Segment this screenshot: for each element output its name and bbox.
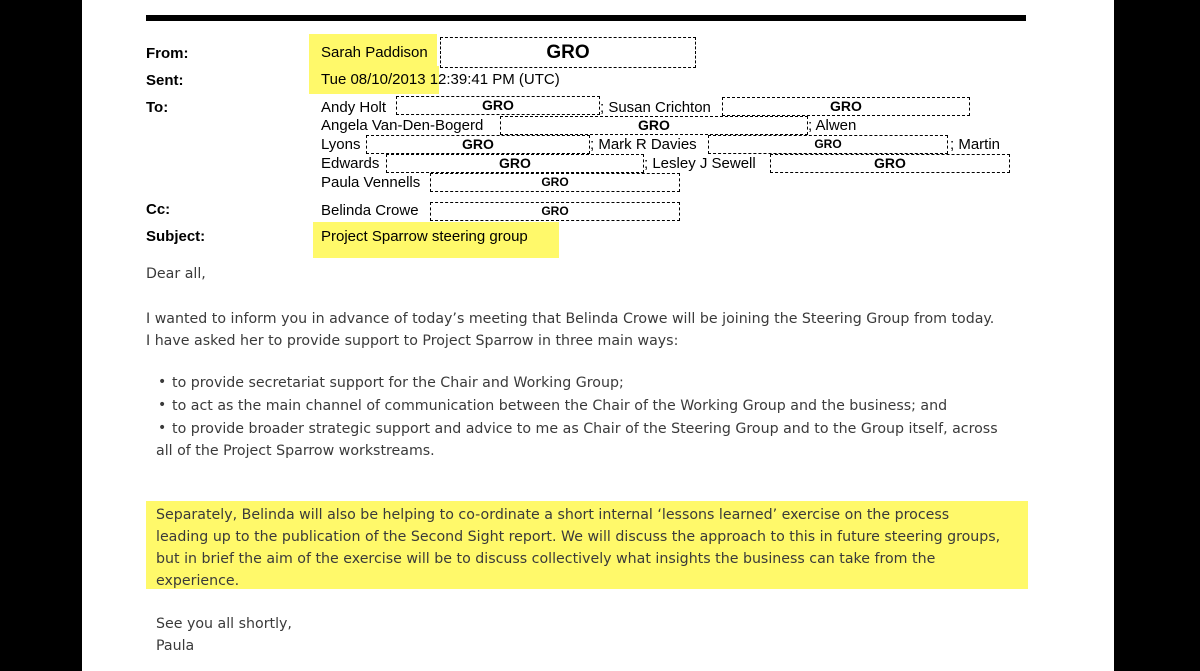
bullet-item-continued: all of the Project Sparrow workstreams. bbox=[156, 443, 435, 459]
to-recipient: ; Mark R Davies bbox=[590, 136, 697, 153]
closing-line: See you all shortly, bbox=[156, 616, 292, 632]
to-recipient: Lyons bbox=[321, 136, 361, 153]
highlighted-line: experience. bbox=[156, 573, 240, 589]
subject-value: Project Sparrow steering group bbox=[321, 228, 528, 245]
bullet-marker: • bbox=[158, 420, 167, 436]
highlighted-line: but in brief the aim of the exercise will be to discuss collectively what insights the business can take from the bbox=[156, 551, 936, 567]
redaction-box: GRO bbox=[708, 135, 948, 154]
to-recipient: ; Susan Crichton bbox=[600, 99, 711, 116]
highlighted-line: Separately, Belinda will also be helping to co-ordinate a short internal ‘lessons learned’ exercise on the process bbox=[156, 507, 950, 523]
to-recipient: Andy Holt bbox=[321, 99, 387, 116]
highlighted-line: leading up to the publication of the Second Sight report. We will discuss the approach to this in future steering groups, bbox=[156, 529, 1001, 545]
redaction-box: GRO bbox=[500, 116, 808, 135]
to-recipient: ; Lesley J Sewell bbox=[644, 155, 756, 172]
signature: Paula bbox=[156, 638, 195, 654]
subject-label: Subject: bbox=[146, 228, 206, 245]
to-recipient: ; Martin bbox=[950, 136, 1001, 153]
to-recipient: Edwards bbox=[321, 155, 380, 172]
greeting: Dear all, bbox=[146, 266, 206, 282]
to-label: To: bbox=[146, 99, 169, 116]
redaction-box: GRO bbox=[440, 37, 696, 68]
redaction-box: GRO bbox=[366, 135, 590, 154]
bullet-marker: • bbox=[158, 374, 167, 390]
cc-value: Belinda Crowe bbox=[321, 202, 419, 219]
intro-line: I wanted to inform you in advance of today’s meeting that Belinda Crowe will be joining the Steering Group from today. bbox=[146, 311, 995, 327]
to-recipient: Angela Van-Den-Bogerd bbox=[321, 117, 484, 134]
sent-value: Tue 08/10/2013 12:39:41 PM (UTC) bbox=[321, 71, 560, 88]
redaction-box: GRO bbox=[770, 154, 1010, 173]
from-name: Sarah Paddison bbox=[321, 44, 428, 61]
redaction-box: GRO bbox=[430, 173, 680, 192]
bullet-item: to act as the main channel of communication between the Chair of the Working Group and the business; and bbox=[172, 398, 948, 414]
bullet-marker: • bbox=[158, 397, 167, 413]
from-label: From: bbox=[146, 45, 189, 62]
redaction-box: GRO bbox=[430, 202, 680, 221]
redaction-box: GRO bbox=[396, 96, 600, 115]
redaction-box: GRO bbox=[386, 154, 644, 173]
bullet-item: to provide secretariat support for the Chair and Working Group; bbox=[172, 375, 624, 391]
intro-line: I have asked her to provide support to Project Sparrow in three main ways: bbox=[146, 333, 679, 349]
bullet-item: to provide broader strategic support and advice to me as Chair of the Steering Group and to the Group itself, across bbox=[172, 421, 998, 437]
header-rule bbox=[146, 15, 1026, 21]
to-recipient: ; Alwen bbox=[808, 117, 857, 134]
sent-label: Sent: bbox=[146, 72, 184, 89]
to-recipient: Paula Vennells bbox=[321, 174, 421, 191]
cc-label: Cc: bbox=[146, 201, 171, 218]
redaction-box: GRO bbox=[722, 97, 970, 116]
